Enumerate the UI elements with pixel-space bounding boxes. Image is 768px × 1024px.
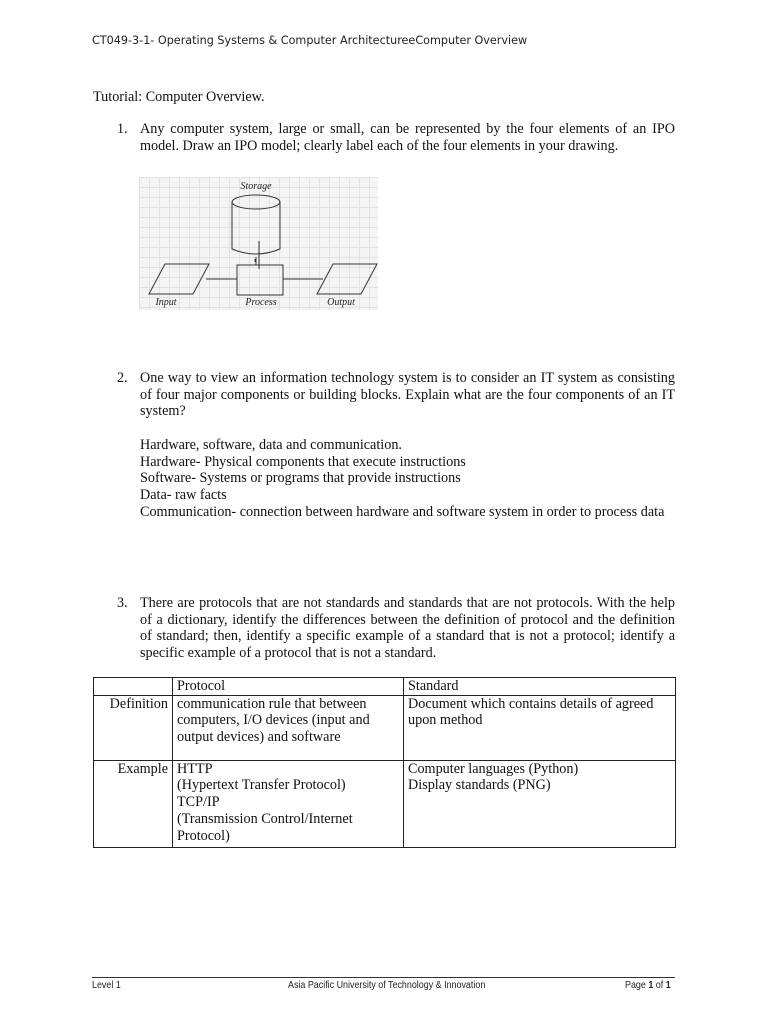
storage-cylinder <box>232 202 280 254</box>
footer-divider <box>92 977 675 978</box>
standard-cell <box>404 760 676 847</box>
standard-cell: Document which contains details of agreed upon method <box>404 695 676 760</box>
answer-line: Software- Systems or programs that provide instructions <box>140 470 461 487</box>
answer-2 <box>140 437 675 521</box>
footer-institution: Asia Pacific University of Technology & Innovation <box>288 979 486 991</box>
input-shape <box>149 264 209 294</box>
table-header-cell <box>94 678 173 696</box>
total-pages: 1 <box>665 979 671 991</box>
current-page: 1 <box>648 979 654 991</box>
question-number: 1. <box>117 121 128 137</box>
cell-line: Computer languages (Python) <box>408 760 579 777</box>
ipo-diagram-drawing <box>139 177 378 310</box>
process-label: Process <box>245 297 277 308</box>
protocol-standard-table <box>93 677 676 848</box>
protocol-cell <box>173 760 404 847</box>
cell-line: (Hypertext Transfer Protocol) <box>177 777 346 794</box>
document-header: CT049-3-1- Operating Systems & Computer ArchitectureeComputer Overview <box>92 34 528 47</box>
table-header-cell: Protocol <box>173 678 404 696</box>
protocol-cell: communication rule that between computers, I/O devices (input and output devices) and software <box>173 695 404 760</box>
cell-line: (Transmission Control/Internet Protocol) <box>177 810 353 844</box>
table-header-cell: Standard <box>404 678 676 696</box>
answer-line: Data- raw facts <box>140 487 227 504</box>
question-number: 3. <box>117 595 128 611</box>
process-box <box>237 265 283 295</box>
ipo-diagram <box>139 177 378 310</box>
table-row <box>94 760 676 847</box>
question-text: Any computer system, large or small, can be represented by the four elements of an IPO model. Draw an IPO model; clearly label each of the four elements in your drawing. <box>140 121 675 154</box>
row-label: Example <box>94 760 173 847</box>
answer-line: Hardware, software, data and communication. <box>140 437 402 453</box>
table-row <box>94 695 676 760</box>
page-title: Tutorial: Computer Overview. <box>93 89 265 105</box>
cell-line: Display standards (PNG) <box>408 777 551 794</box>
question-number: 2. <box>117 370 128 386</box>
footer-level: Level 1 <box>92 979 121 991</box>
table-header-row <box>94 678 676 696</box>
question-text: There are protocols that are not standards and standards that are not protocols. With the help of a dictionary, identify the differences between the definition of protocol and the definition of standard; then, identify a specific example of a standard that is not a protocol; identify a specific example of a protocol that is not a standard. <box>140 595 675 662</box>
output-shape <box>317 264 377 294</box>
cell-line: TCP/IP <box>177 794 220 811</box>
row-label: Definition <box>94 695 173 760</box>
answer-line: Communication- connection between hardware and software system in order to process data <box>140 503 665 520</box>
question-text: One way to view an information technology system is to consider an IT system as consisting of four major components or building blocks. Explain what are the four components of an IT system? <box>140 370 675 420</box>
footer-page-number <box>625 979 671 991</box>
page-prefix: Page <box>625 979 649 991</box>
input-label: Input <box>155 297 177 308</box>
storage-cylinder-top <box>232 195 280 209</box>
storage-label: Storage <box>240 181 272 192</box>
output-label: Output <box>327 297 355 308</box>
cell-line: HTTP <box>177 760 213 777</box>
page-of: of <box>653 979 666 991</box>
answer-line: Hardware- Physical components that execute instructions <box>140 453 466 470</box>
